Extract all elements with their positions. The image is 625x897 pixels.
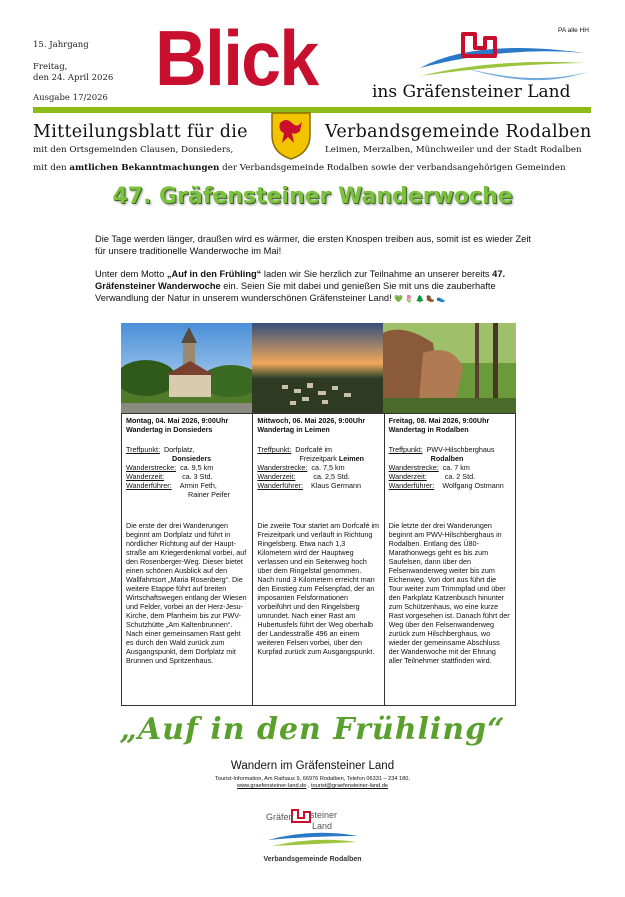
sub-left: mit den Ortsgemeinden Clausen, Donsieders, <box>33 145 234 155</box>
zeit-label: Wanderzeit: <box>126 472 165 481</box>
emoji-row: 💚 🌷 🌲 🥾 👟 <box>394 296 446 303</box>
strecke-label: Wanderstrecke: <box>257 463 308 472</box>
sub-right: Leimen, Merzalben, Münchweiler und der Stadt Rodalben <box>325 145 582 155</box>
hike-description: Die letzte der drei Wanderungen beginnt am PWV-Hilschberghaus in Rodalben. Entlang des Ü80-Marathonwegs geht es bis zum Saufelsen, dann über den Felsenwanderweg weiter bis zum Eichenweg. Von dort aus führt die Tour weiter zum Trimmpfad und über den Parkplatz Katzenbusch hinunter zum Schützenhaus, wo eine kurze Rast vorgesehen ist. Danach führt der Weg über den Felsenwanderweg zurück zum Hilschberghaus, wo wieder der gemeinsame Abschluss der Wanderwoche mit der Ehrung aller Teilnehmer stattfinden wird. <box>388 521 510 665</box>
hikes-table <box>121 413 516 706</box>
treffpunkt-row <box>126 445 248 454</box>
treffpunkt-label: Treffpunkt: <box>257 445 292 454</box>
wandern-title: Wandern im Gräfensteiner Land <box>230 760 395 772</box>
strecke-row <box>389 463 511 472</box>
fuehrer-value-2: Rainer Peifer <box>188 490 230 499</box>
zeit-row <box>389 472 511 481</box>
photo-rodalben <box>383 323 516 413</box>
strecke-value: ca. 9,5 km <box>180 463 214 472</box>
bekanntmachungen-line <box>33 163 566 173</box>
zeit-label: Wanderzeit: <box>388 472 427 481</box>
zeit-row <box>257 472 379 481</box>
fuehrer-row <box>126 481 248 490</box>
article-banner: 47. Gräfensteiner Wanderwoche <box>112 184 513 209</box>
coat-of-arms-icon <box>270 111 312 161</box>
pa-note: PA alle HH <box>558 27 589 34</box>
fuehrer-row <box>389 481 511 490</box>
strecke-label: Wanderstrecke: <box>126 463 177 472</box>
zeit-value: ca. 3 Std. <box>182 472 213 481</box>
hike-card-donsieders <box>122 414 253 706</box>
masthead-subtitle: ins Gräfensteiner Land <box>372 82 571 102</box>
line3-bold: amtlichen Bekanntmachungen <box>69 163 220 173</box>
intro-paragraph-2 <box>95 268 535 306</box>
hike-date: Freitag, 08. Mai 2026, 9:00Uhr <box>388 416 490 425</box>
treffpunkt-label: Treffpunkt: <box>388 445 423 454</box>
treffpunkt-place-bold: Leimen <box>338 454 365 463</box>
ausgabe: Ausgabe 17/2026 <box>33 93 108 103</box>
logo-text-land: Land <box>312 821 333 831</box>
treffpunkt-place: Donsieders <box>172 454 212 463</box>
logo-text-graefen: Gräfen <box>266 812 294 822</box>
p2-a: Unter dem Motto <box>95 269 167 279</box>
region-logo-icon <box>415 28 590 90</box>
contact-links <box>0 783 625 790</box>
fuehrer-value: Armin Feth, <box>179 481 217 490</box>
treffpunkt-value: Dorfcafé im <box>295 445 333 454</box>
hike-title: Wandertag in Leimen <box>257 425 330 434</box>
fuehrer-value: Klaus Germann <box>311 481 361 490</box>
strecke-row <box>257 463 379 472</box>
fuehrer-label: Wanderführer: <box>257 481 304 490</box>
zeit-value: ca. 2,5 Std. <box>313 472 350 481</box>
verbandsgemeinde-title: Verbandsgemeinde Rodalben <box>325 122 592 142</box>
hike-title: Wandertag in Rodalben <box>388 425 469 434</box>
link-separator: , <box>306 783 312 789</box>
zeit-row <box>126 472 248 481</box>
line3-post: der Verbandsgemeinde Rodalben sowie der verbandsangehörigen Gemeinden <box>219 163 566 173</box>
treffpunkt-value: PWV-Hilschberghaus <box>426 445 495 454</box>
email-link[interactable]: tourist@graefensteiner-land.de <box>311 783 388 789</box>
wanderwoche-inline: 47. Gräfensteiner Wanderwoche <box>95 269 506 291</box>
treffpunkt-value: Dorfplatz, <box>163 445 195 454</box>
website-link[interactable]: www.graefensteiner-land.de <box>237 783 307 789</box>
issue-date: den 24. April 2026 <box>33 73 114 83</box>
fuehrer-row <box>257 481 379 490</box>
hike-date: Mittwoch, 06. Mai 2026, 9:00Uhr <box>257 416 366 425</box>
header-rule <box>33 107 591 113</box>
masthead-title: Blick <box>155 14 318 102</box>
graefensteiner-land-logo <box>262 806 362 854</box>
strecke-row <box>126 463 248 472</box>
zeit-value: ca. 2 Std. <box>444 472 476 481</box>
hike-card-rodalben <box>384 414 515 706</box>
treffpunkt-place <box>257 454 379 463</box>
intro-paragraph-1: Die Tage werden länger, draußen wird es wärmer, die ersten Knospen treiben aus, somit ist es wieder Zeit für unsere traditionelle Wanderwoche im Mai! <box>95 234 531 256</box>
issue-weekday: Freitag, <box>33 62 68 72</box>
hike-description: Die zweite Tour startet am Dorfcafé im Freizeitpark und verläuft in Richtung Ringelsberg. Etwa nach 1,3 Kilometern wird der Hauptweg verlassen und ein Seitenweg hoch über dem Ringelstal genommen. Nach rund 3 Kilometern erreicht man den Einstieg zum Felsenpfad, der an imposanten Felsformationen vorbeiführt und den Ringelsberg umrundet. Nach einer Rast am Hubertusfels führt der Weg oberhalb der Landesstraße 496 an einem weiteren Felsen vorbei, über den Kurpfad zurück zum Ausgangspunkt. <box>257 521 380 656</box>
hike-title: Wandertag in Donsieders <box>126 425 213 434</box>
hike-date: Montag, 04. Mai 2026, 9:00Uhr <box>126 416 229 425</box>
line3-pre: mit den <box>33 163 70 173</box>
p2-b: laden wir Sie herzlich zur Teilnahme an unserer bereits <box>261 269 493 279</box>
fuehrer-value: Wolfgang Ostmann <box>442 481 504 490</box>
treffpunkt-place-pre: Freizeitpark <box>299 454 339 463</box>
zeit-label: Wanderzeit: <box>257 472 296 481</box>
vg-caption: Verbandsgemeinde Rodalben <box>263 856 362 863</box>
p2-c: ein. Seien Sie mit dabei und genießen Sie mit uns die zauberhafte Verwandlung der Natur in unserem wunderschönen Gräfensteiner Land! <box>95 281 496 303</box>
hike-description: Die erste der drei Wanderungen beginnt am Dorfplatz und führt in nördlicher Richtung auf der Haupt-straße am Kriegerdenkmal vorbei, auf den Rosenberger-Weg. Dieser bietet einen schönen Ausblick auf den Wallfahrtsort „Maria Rosenberg“. Die weitere Etappe führt auf breiten Wirtschaftswegen entlang der Wiesen und Felder, vorbei an der Herz-Jesu-Kirche, dem Pfarrheim bis zur PWV-Schutzhütte „Am Kaltenbrunnen“. Nach einer gemeinsamen Rast geht es durch den Wald zurück zum Ausgangspunkt, dem Dorfplatz mit Brunnen und Spritzenhaus. <box>126 521 247 665</box>
strecke-value: ca. 7,5 km <box>311 463 345 472</box>
motto-script: „Auf in den Frühling“ <box>119 712 506 747</box>
strecke-label: Wanderstrecke: <box>388 463 439 472</box>
treffpunkt-place: Rodalben <box>430 454 464 463</box>
contact-line: Tourist-Information, Am Rathaus 9, 66976 Rodalben, Telefon 06331 – 234 180, <box>215 776 410 782</box>
treffpunkt-row <box>389 445 511 454</box>
mitteilungsblatt-title: Mitteilungsblatt für die <box>33 122 248 142</box>
photo-leimen <box>252 323 383 413</box>
motto-inline: „Auf in den Frühling“ <box>166 269 262 279</box>
photo-donsieders <box>121 323 252 413</box>
logo-text-steiner: steiner <box>310 810 338 820</box>
treffpunkt-row <box>257 445 379 454</box>
treffpunkt-label: Treffpunkt: <box>126 445 160 454</box>
hike-card-leimen <box>253 414 384 706</box>
jahrgang: 15. Jahrgang <box>33 40 89 50</box>
strecke-value: ca. 7 km <box>442 463 470 472</box>
fuehrer-label: Wanderführer: <box>388 481 435 490</box>
fuehrer-label: Wanderführer: <box>126 481 172 490</box>
